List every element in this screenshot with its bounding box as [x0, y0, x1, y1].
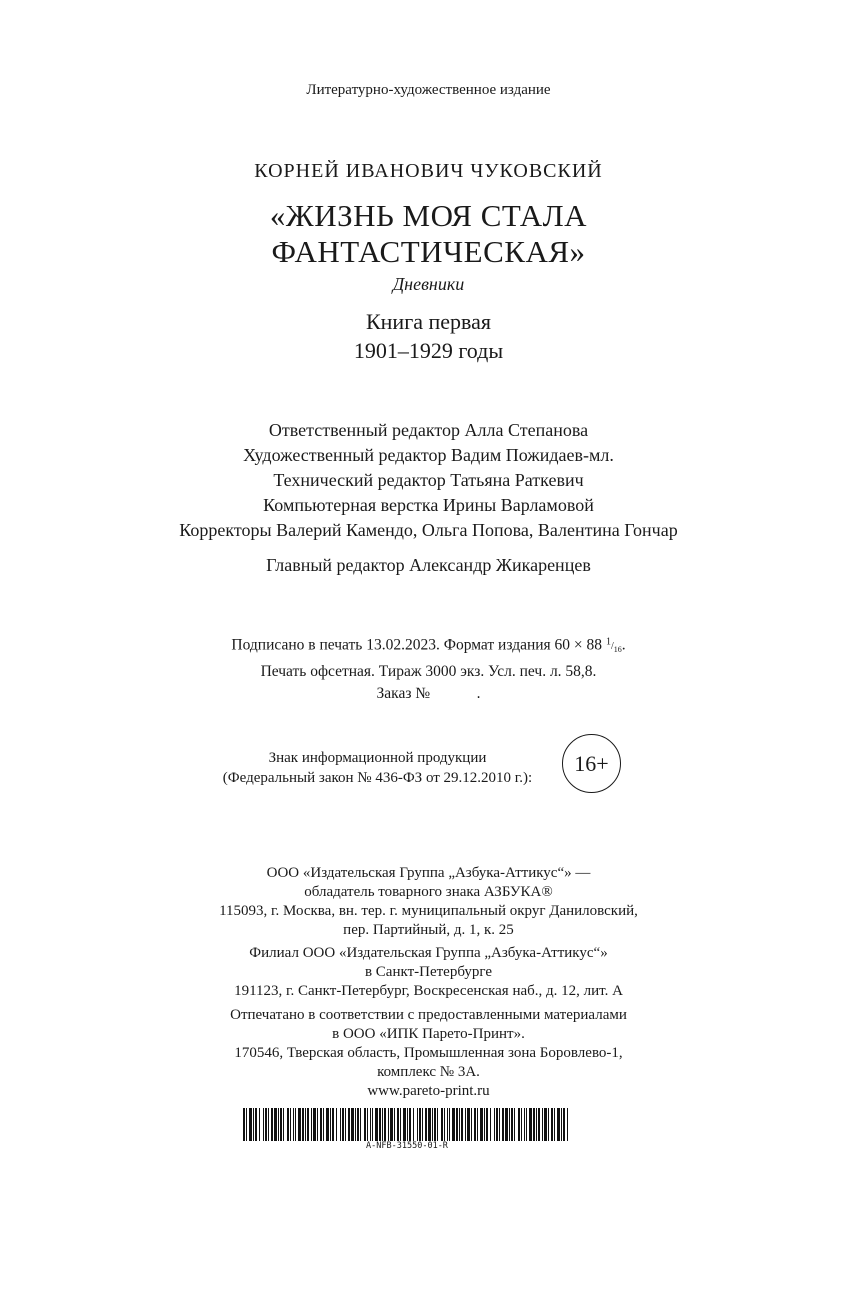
barcode-bar: [265, 1108, 267, 1141]
barcode-bar: [345, 1108, 346, 1141]
barcode-bar: [461, 1108, 463, 1141]
barcode-bar: [548, 1108, 549, 1141]
volume-years: 1901–1929 годы: [353, 338, 504, 363]
barcode-bar: [484, 1108, 485, 1141]
barcode-bar: [255, 1108, 257, 1141]
print-info-line-2: Печать офсетная. Тираж 3000 экз. Усл. печ. л. 58,8.: [260, 663, 597, 681]
credit-technical-editor: Технический редактор Татьяна Раткевич: [273, 470, 584, 490]
barcode-bar: [428, 1108, 431, 1141]
barcode-bar: [533, 1108, 535, 1141]
branch-line: 191123, г. Санкт-Петербург, Воскресенская наб., д. 12, лит. А: [234, 983, 623, 999]
branch-line: Филиал ООО «Издательская Группа „Азбука-Аттикус“»: [249, 945, 608, 961]
barcode-bar: [400, 1108, 401, 1141]
barcode-bar: [518, 1108, 520, 1141]
branch-block: [0, 944, 857, 1001]
barcode-bar: [422, 1108, 423, 1141]
printer-line: в ООО «ИПК Парето-Принт».: [332, 1026, 525, 1042]
barcode-bar: [447, 1108, 448, 1141]
barcode-bar: [407, 1108, 408, 1141]
printer-website: www.pareto-print.ru: [367, 1083, 490, 1099]
barcode-bar: [370, 1108, 371, 1141]
barcode-bar: [364, 1108, 366, 1141]
barcode-bar: [403, 1108, 406, 1141]
genre-label: Литературно-художественное издание: [306, 82, 551, 98]
barcode-bar: [293, 1108, 294, 1141]
age-rating-line-2: (Федеральный закон № 436-ФЗ от 29.12.2010 г.):: [222, 770, 533, 786]
barcode-bar: [505, 1108, 508, 1141]
barcode-bar: [474, 1108, 476, 1141]
barcode-bar: [509, 1108, 510, 1141]
barcode-bar: [542, 1108, 543, 1141]
credit-art-editor: Художественный редактор Вадим Пожидаев-мл.: [243, 445, 614, 465]
barcode-bar: [323, 1108, 324, 1141]
barcode-bar: [317, 1108, 318, 1141]
barcode-bar: [320, 1108, 322, 1141]
printer-line: комплекс № 3А.: [377, 1064, 480, 1080]
barcode-bar: [394, 1108, 395, 1141]
barcode-bar: [340, 1108, 341, 1141]
barcode-bar: [367, 1108, 368, 1141]
barcode-bar: [521, 1108, 522, 1141]
printer-line: Отпечатано в соответствии с предоставленными материалами: [230, 1007, 627, 1023]
barcode-bar: [524, 1108, 525, 1141]
barcode-bar: [295, 1108, 296, 1141]
barcode-bar: [355, 1108, 356, 1141]
barcode-bar: [441, 1108, 443, 1141]
barcode-bar: [332, 1108, 334, 1141]
author-name: КОРНЕЙ ИВАНОВИЧ ЧУКОВСКИЙ: [254, 160, 603, 182]
barcode-bar: [305, 1108, 306, 1141]
barcode-bar: [390, 1108, 393, 1141]
barcode-bar: [499, 1108, 500, 1141]
barcode-bar: [287, 1108, 289, 1141]
barcode-bar: [486, 1108, 488, 1141]
barcode-bar: [384, 1108, 386, 1141]
barcode-bar: [561, 1108, 562, 1141]
barcode-bar: [326, 1108, 329, 1141]
barcode-bar: [330, 1108, 331, 1141]
barcode-bar: [567, 1108, 568, 1141]
barcode-bar: [465, 1108, 466, 1141]
print-info-line-3: Заказ № .: [376, 685, 481, 703]
barcode-bar: [471, 1108, 472, 1141]
barcode-bar: [538, 1108, 540, 1141]
barcode-label: A-NFB-31550-01-R: [366, 1141, 448, 1151]
barcode-bar: [536, 1108, 537, 1141]
barcode-bar: [298, 1108, 301, 1141]
barcode-bar: [357, 1108, 359, 1141]
print-format-end: .: [621, 636, 626, 654]
barcode-bar: [263, 1108, 264, 1141]
barcode-bar: [444, 1108, 445, 1141]
age-rating-line-1: Знак информационной продукции: [268, 750, 487, 766]
barcode-bar: [313, 1108, 316, 1141]
barcode-bar: [459, 1108, 460, 1141]
barcode-bar: [544, 1108, 547, 1141]
barcode-bar: [342, 1108, 344, 1141]
age-rating-text: [195, 748, 560, 788]
barcode-bar: [253, 1108, 254, 1141]
barcode-bar: [413, 1108, 414, 1141]
print-info: [0, 632, 857, 705]
barcode-bar: [397, 1108, 399, 1141]
barcode-bar: [432, 1108, 433, 1141]
publisher-line: ООО «Издательская Группа „Азбука-Аттикус“» —: [266, 865, 591, 881]
barcode-bar: [437, 1108, 438, 1141]
printer-line: 170546, Тверская область, Промышленная зона Боровлево-1,: [234, 1045, 623, 1061]
volume-label: Книга первая: [365, 309, 492, 334]
barcode-bar: [302, 1108, 304, 1141]
barcode-bar: [425, 1108, 427, 1141]
fraction-denominator: 16: [613, 645, 622, 655]
branch-line: в Санкт-Петербурге: [364, 964, 493, 980]
barcode-bar: [452, 1108, 455, 1141]
barcode-bar: [526, 1108, 527, 1141]
barcode-bar: [268, 1108, 269, 1141]
print-info-line-1: [0, 632, 857, 661]
book-title: [0, 198, 857, 270]
barcode-bar: [249, 1108, 252, 1141]
credit-proofreaders: Корректоры Валерий Камендо, Ольга Попова, Валентина Гончар: [179, 520, 678, 540]
barcode-bar: [419, 1108, 421, 1141]
barcode-bar: [514, 1108, 515, 1141]
barcode-bar: [490, 1108, 491, 1141]
barcode-bar: [551, 1108, 553, 1141]
barcode-bar: [274, 1108, 277, 1141]
print-format-text: Подписано в печать 13.02.2023. Формат издания 60 × 88: [231, 636, 606, 654]
book-title-line-2: ФАНТАСТИЧЕСКАЯ»: [271, 234, 586, 269]
barcode-bar: [360, 1108, 361, 1141]
format-fraction: $^1/_{16}$: [605, 637, 622, 655]
barcode-bar: [529, 1108, 532, 1141]
barcode-bar: [467, 1108, 470, 1141]
barcode-bar: [388, 1108, 389, 1141]
barcode-bar: [246, 1108, 247, 1141]
barcode-bar: [449, 1108, 450, 1141]
barcode-bar: [372, 1108, 373, 1141]
book-title-line-1: «ЖИЗНЬ МОЯ СТАЛА: [269, 198, 588, 233]
barcode-bar: [283, 1108, 284, 1141]
barcode-bar: [477, 1108, 478, 1141]
barcode-bar: [496, 1108, 498, 1141]
age-rating-badge: 16+: [562, 734, 621, 793]
barcode-bar: [456, 1108, 458, 1141]
credits-list: [0, 418, 857, 543]
barcode-bar: [434, 1108, 436, 1141]
printer-block: [0, 1006, 857, 1101]
barcode-bar: [375, 1108, 378, 1141]
barcode-bar: [290, 1108, 291, 1141]
barcode-bar: [243, 1108, 245, 1141]
barcode-bar: [557, 1108, 560, 1141]
barcode-bar: [348, 1108, 350, 1141]
barcode-bar: [271, 1108, 273, 1141]
barcode-bar: [280, 1108, 282, 1141]
barcode-bar: [311, 1108, 312, 1141]
barcode-bar: [336, 1108, 337, 1141]
barcode-bar: [409, 1108, 411, 1141]
barcode-bar: [278, 1108, 279, 1141]
barcode-bar: [511, 1108, 513, 1141]
volume-info: [0, 307, 857, 365]
barcode-bar: [259, 1108, 260, 1141]
barcode-bar: [351, 1108, 354, 1141]
barcode-bar: [417, 1108, 418, 1141]
barcode-bar: [494, 1108, 495, 1141]
barcode-bar: [563, 1108, 565, 1141]
barcode-bar: [554, 1108, 555, 1141]
publisher-line: пер. Партийный, д. 1, к. 25: [343, 922, 514, 938]
barcode-bar: [379, 1108, 381, 1141]
publisher-line: 115093, г. Москва, вн. тер. г. муниципальный округ Даниловский,: [219, 903, 638, 919]
barcode-bar: [307, 1108, 309, 1141]
barcode-bar: [502, 1108, 504, 1141]
credit-managing-editor: Ответственный редактор Алла Степанова: [268, 420, 589, 440]
fraction-numerator: 1: [605, 637, 611, 648]
publisher-block: [0, 864, 857, 940]
book-subtitle: Дневники: [392, 274, 465, 294]
credit-layout: Компьютерная верстка Ирины Варламовой: [263, 495, 594, 515]
chief-editor: Главный редактор Александр Жикаренцев: [266, 555, 591, 575]
publisher-line: обладатель товарного знака АЗБУКА®: [304, 884, 553, 900]
barcode: [243, 1108, 571, 1141]
barcode-bar: [382, 1108, 383, 1141]
barcode-bar: [480, 1108, 483, 1141]
